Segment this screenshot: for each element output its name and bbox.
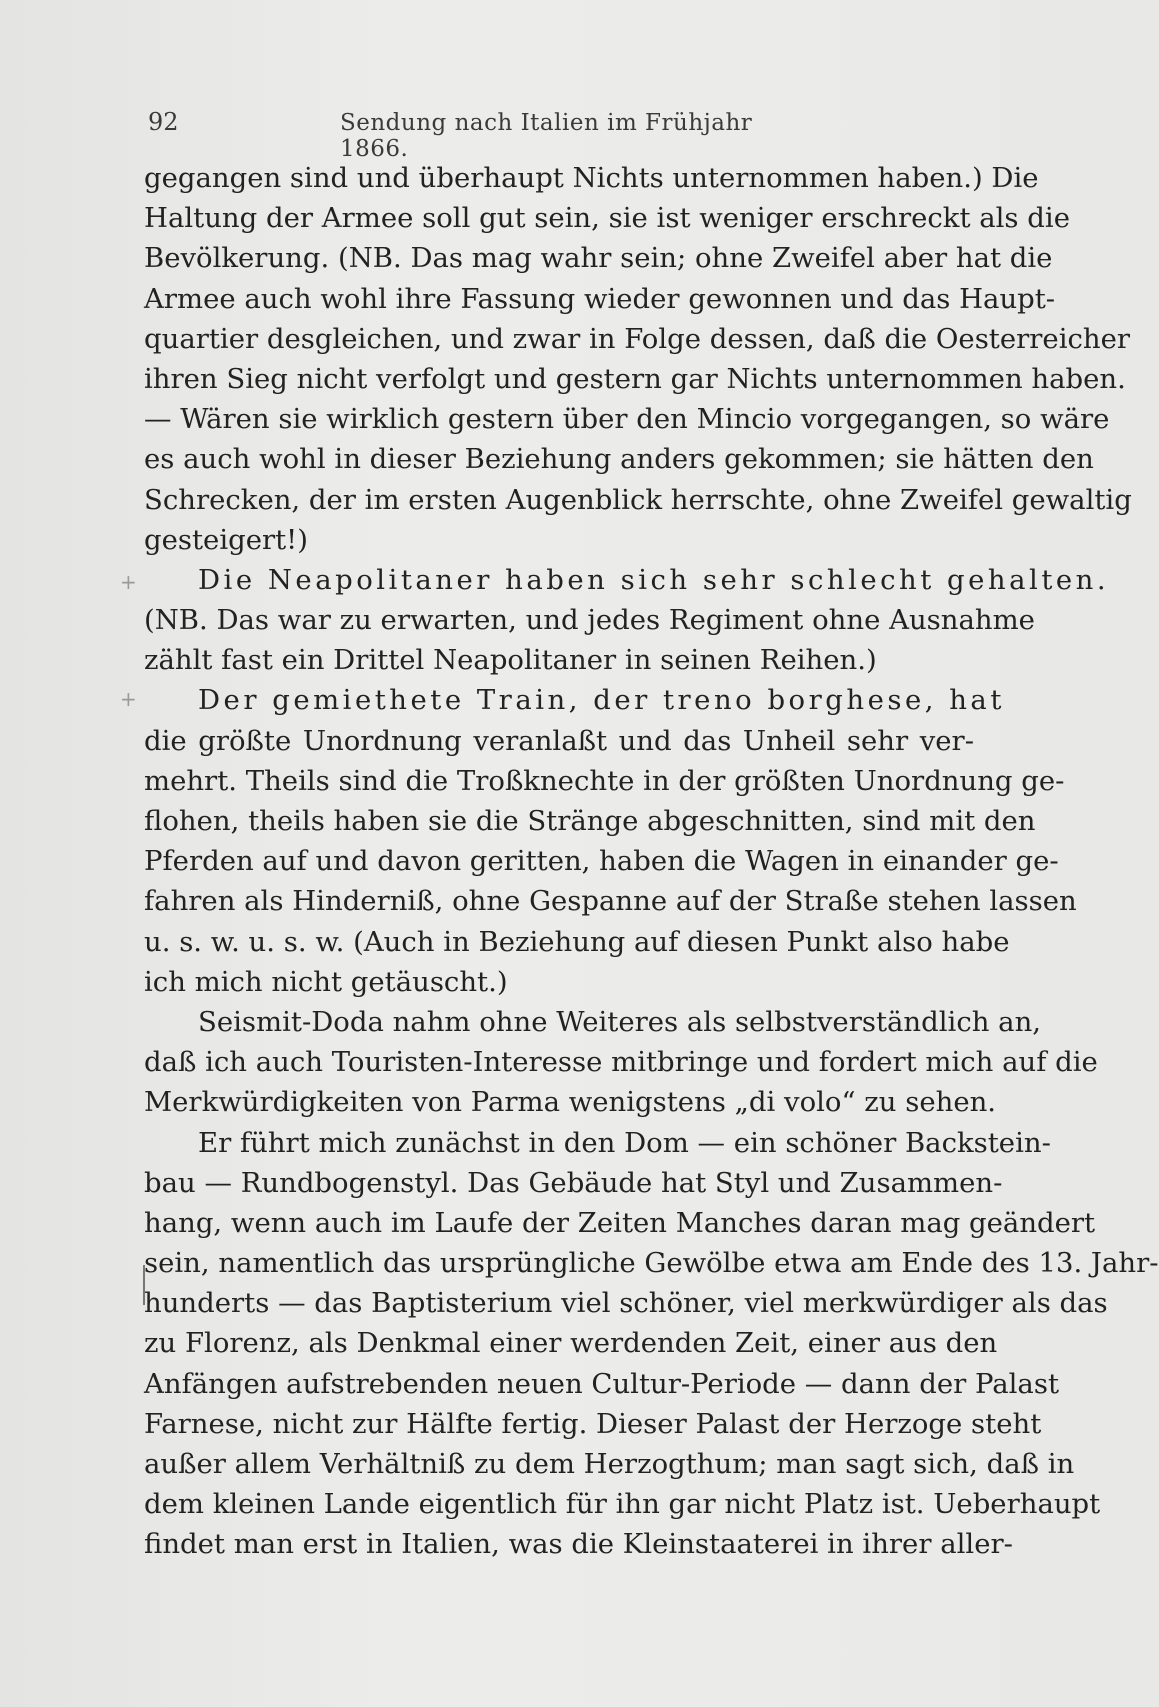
text-line: Farnese, nicht zur Hälfte fertig. Dieser Palast der Herzoge steht: [144, 1407, 1042, 1440]
text-line: Pferden auf und davon geritten, haben die Wagen in einander ge-: [144, 845, 1059, 878]
text-line: Der gemiethete Train, der treno borghese, hat: [198, 684, 1005, 717]
text-line: zählt fast ein Drittel Neapolitaner in seinen Reihen.): [144, 644, 877, 677]
text-line: u. s. w. u. s. w. (Auch in Beziehung auf diesen Punkt also habe: [144, 925, 1010, 958]
page-header: [140, 108, 800, 162]
text-line: quartier desgleichen, und zwar in Folge dessen, daß die Oesterreicher: [144, 322, 1131, 355]
text-line: fahren als Hinderniß, ohne Gespanne auf der Straße stehen lassen: [144, 885, 1077, 918]
text-line: sein, namentlich das ursprüngliche Gewölbe etwa am Ende des 13. Jahr-: [144, 1247, 1159, 1280]
text-line: flohen, theils haben sie die Stränge abgeschnitten, sind mit den: [144, 805, 1036, 837]
body-text: [144, 158, 1159, 1565]
text-line: dem kleinen Lande eigentlich für ihn gar nicht Platz ist. Ueberhaupt: [144, 1488, 1101, 1521]
text-line: außer allem Verhältniß zu dem Herzogthum; man sagt sich, daß in: [144, 1448, 1075, 1480]
text-line: Haltung der Armee soll gut sein, sie ist weniger erschreckt als die: [144, 202, 1070, 235]
text-line: die größte Unordnung veranlaßt und das Unheil sehr ver-: [144, 724, 974, 757]
page-number: 92: [148, 108, 179, 136]
text-line: hang, wenn auch im Laufe der Zeiten Manches daran mag geändert: [144, 1206, 1096, 1239]
text-line: gesteigert!): [144, 523, 308, 556]
text-line: ich mich nicht getäuscht.): [144, 965, 508, 998]
text-line: mehrt. Theils sind die Troßknechte in der größten Unordnung ge-: [144, 764, 1065, 797]
text-line: Seismit-Doda nahm ohne Weiteres als selbstverständlich an,: [198, 1005, 1042, 1038]
margin-mark: +: [120, 687, 137, 711]
text-line: bau — Rundbogenstyl. Das Gebäude hat Styl und Zusammen-: [144, 1166, 1003, 1199]
margin-mark: +: [120, 570, 137, 594]
text-line: ihren Sieg nicht verfolgt und gestern gar Nichts unternommen haben.: [144, 362, 1126, 395]
text-line: hunderts — das Baptisterium viel schöner, viel merkwürdiger als das: [144, 1287, 1108, 1320]
text-line: Anfängen aufstrebenden neuen Cultur-Periode — dann der Palast: [144, 1367, 1059, 1400]
text-line: daß ich auch Touristen-Interesse mitbringe und fordert mich auf die: [144, 1046, 1098, 1079]
text-line: es auch wohl in dieser Beziehung anders gekommen; sie hätten den: [144, 443, 1094, 476]
text-line: zu Florenz, als Denkmal einer werdenden Zeit, einer aus den: [144, 1327, 998, 1360]
text-line: Bevölkerung. (NB. Das mag wahr sein; ohne Zweifel aber hat die: [144, 242, 1053, 275]
running-head: Sendung nach Italien im Frühjahr 1866.: [340, 110, 753, 162]
text-line: gegangen sind und überhaupt Nichts unternommen haben.) Die: [144, 162, 1039, 194]
text-line: findet man erst in Italien, was die Kleinstaaterei in ihrer aller-: [144, 1528, 1013, 1561]
text-line: Die Neapolitaner haben sich sehr schlecht gehalten.: [198, 563, 1110, 596]
text-line: Merkwürdigkeiten von Parma wenigstens „di volo“ zu sehen.: [144, 1086, 997, 1119]
text-line: Armee auch wohl ihre Fassung wieder gewonnen und das Haupt-: [144, 282, 1056, 315]
text-line: — Wären sie wirklich gestern über den Mincio vorgegangen, so wäre: [144, 403, 1110, 436]
text-line: (NB. Das war zu erwarten, und jedes Regiment ohne Ausnahme: [144, 604, 1035, 637]
text-line: Er führt mich zunächst in den Dom — ein schöner Backstein-: [198, 1126, 1051, 1159]
text-line: Schrecken, der im ersten Augenblick herrschte, ohne Zweifel gewaltig: [144, 483, 1132, 516]
